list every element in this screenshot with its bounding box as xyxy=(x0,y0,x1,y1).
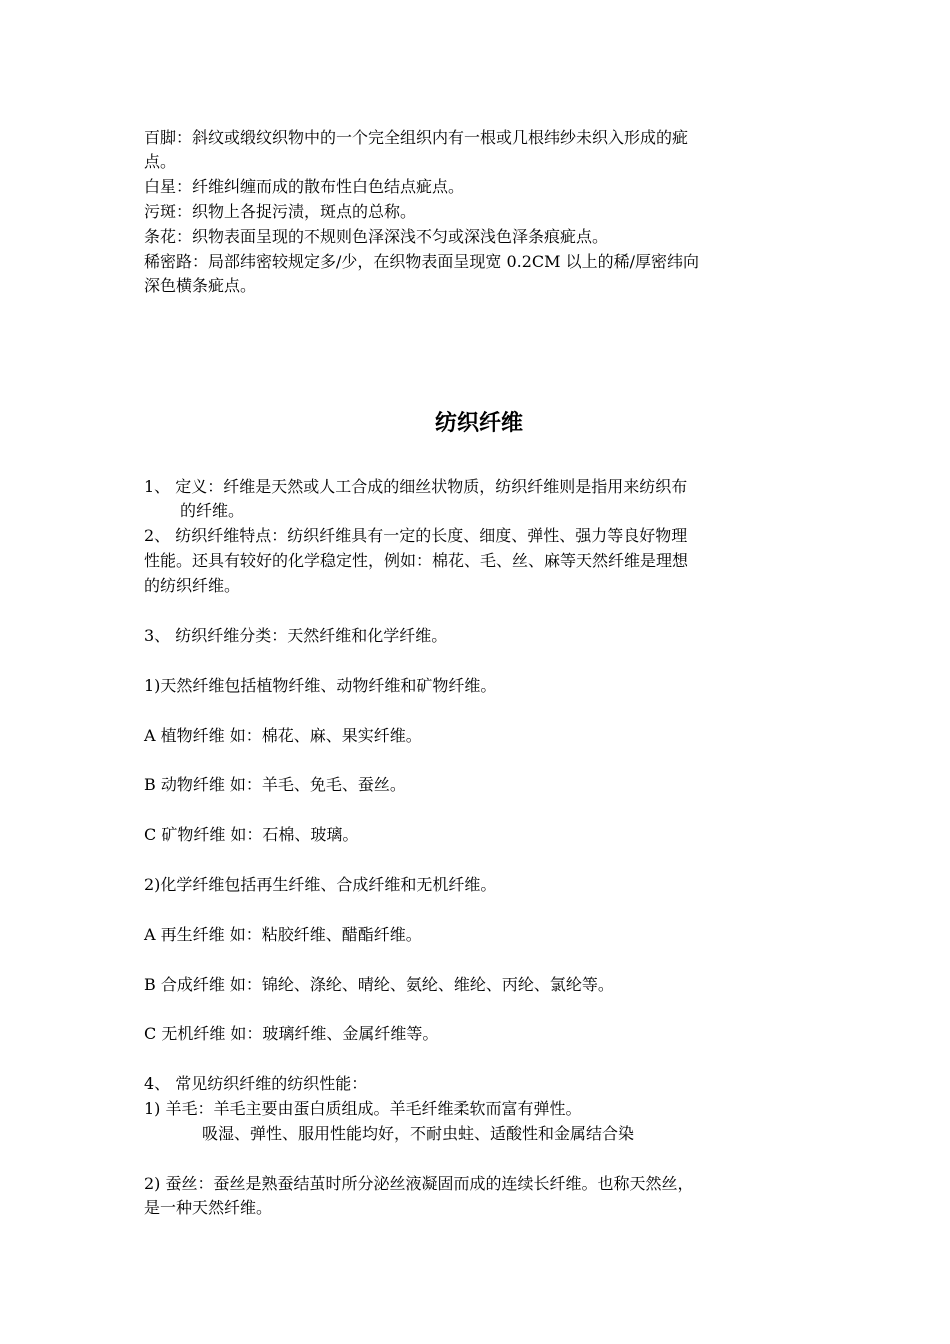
classification-heading: 3、 纺织纤维分类：天然纤维和化学纤维。 xyxy=(144,626,448,645)
features-line1: 2、 纺织纤维特点：纺织纤维具有一定的长度、细度、弹性、强力等良好物理 xyxy=(144,526,688,545)
defect-baixing: 白星：纤维纠缠而成的散布性白色结点疵点。 xyxy=(144,177,465,196)
defect-baijiao-line1: 百脚：斜纹或缎纹织物中的一个完全组织内有一根或几根纬纱未织入形成的疵 xyxy=(144,128,689,147)
defect-wuban: 污斑：织物上各捉污渍，斑点的总称。 xyxy=(144,202,417,221)
synthetic-fibers: B 合成纤维 如：锦纶、涤纶、晴纶、氨纶、维纶、丙纶、氯纶等。 xyxy=(144,975,614,994)
chemical-fibers: 2)化学纤维包括再生纤维、合成纤维和无机纤维。 xyxy=(144,875,497,894)
defect-baijiao-line2: 点。 xyxy=(144,152,177,171)
wool-line2: 吸湿、弹性、服用性能均好，不耐虫蛀、适酸性和金属结合染 xyxy=(202,1124,635,1143)
features-line3: 的纺织纤维。 xyxy=(144,576,241,595)
plant-fibers: A 植物纤维 如：棉花、麻、果实纤维。 xyxy=(144,726,422,745)
wool-line1: 1) 羊毛：羊毛主要由蛋白质组成。羊毛纤维柔软而富有弹性。 xyxy=(144,1099,582,1118)
regenerated-fibers: A 再生纤维 如：粘胶纤维、醋酯纤维。 xyxy=(144,925,422,944)
inorganic-fibers: C 无机纤维 如：玻璃纤维、金属纤维等。 xyxy=(144,1024,439,1043)
definition-line1: 1、 定义：纤维是天然或人工合成的细丝状物质，纺织纤维则是指用来纺织布 xyxy=(144,477,688,496)
defect-ximilu-line1: 稀密路：局部纬密较规定多/少，在织物表面呈现宽 0.2CM 以上的稀/厚密纬向 xyxy=(144,252,700,271)
silk-line2: 是一种天然纤维。 xyxy=(144,1198,273,1217)
definition-line2: 的纤维。 xyxy=(180,501,245,520)
natural-fibers: 1)天然纤维包括植物纤维、动物纤维和矿物纤维。 xyxy=(144,676,497,695)
silk-line1: 2) 蚕丝：蚕丝是熟蚕结茧时所分泌丝液凝固而成的连续长纤维。也称天然丝， xyxy=(144,1174,694,1193)
defect-tiaohua: 条花：织物表面呈现的不规则色泽深浅不匀或深浅色泽条痕疵点。 xyxy=(144,227,609,246)
properties-heading: 4、 常见纺织纤维的纺织性能： xyxy=(144,1074,368,1093)
section-title: 纺织纤维 xyxy=(434,411,523,436)
features-line2: 性能。还具有较好的化学稳定性，例如：棉花、毛、丝、麻等天然纤维是理想 xyxy=(144,551,689,570)
defect-ximilu-line2: 深色横条疵点。 xyxy=(144,276,257,295)
animal-fibers: B 动物纤维 如：羊毛、免毛、蚕丝。 xyxy=(144,775,406,794)
mineral-fibers: C 矿物纤维 如：石棉、玻璃。 xyxy=(144,825,359,844)
